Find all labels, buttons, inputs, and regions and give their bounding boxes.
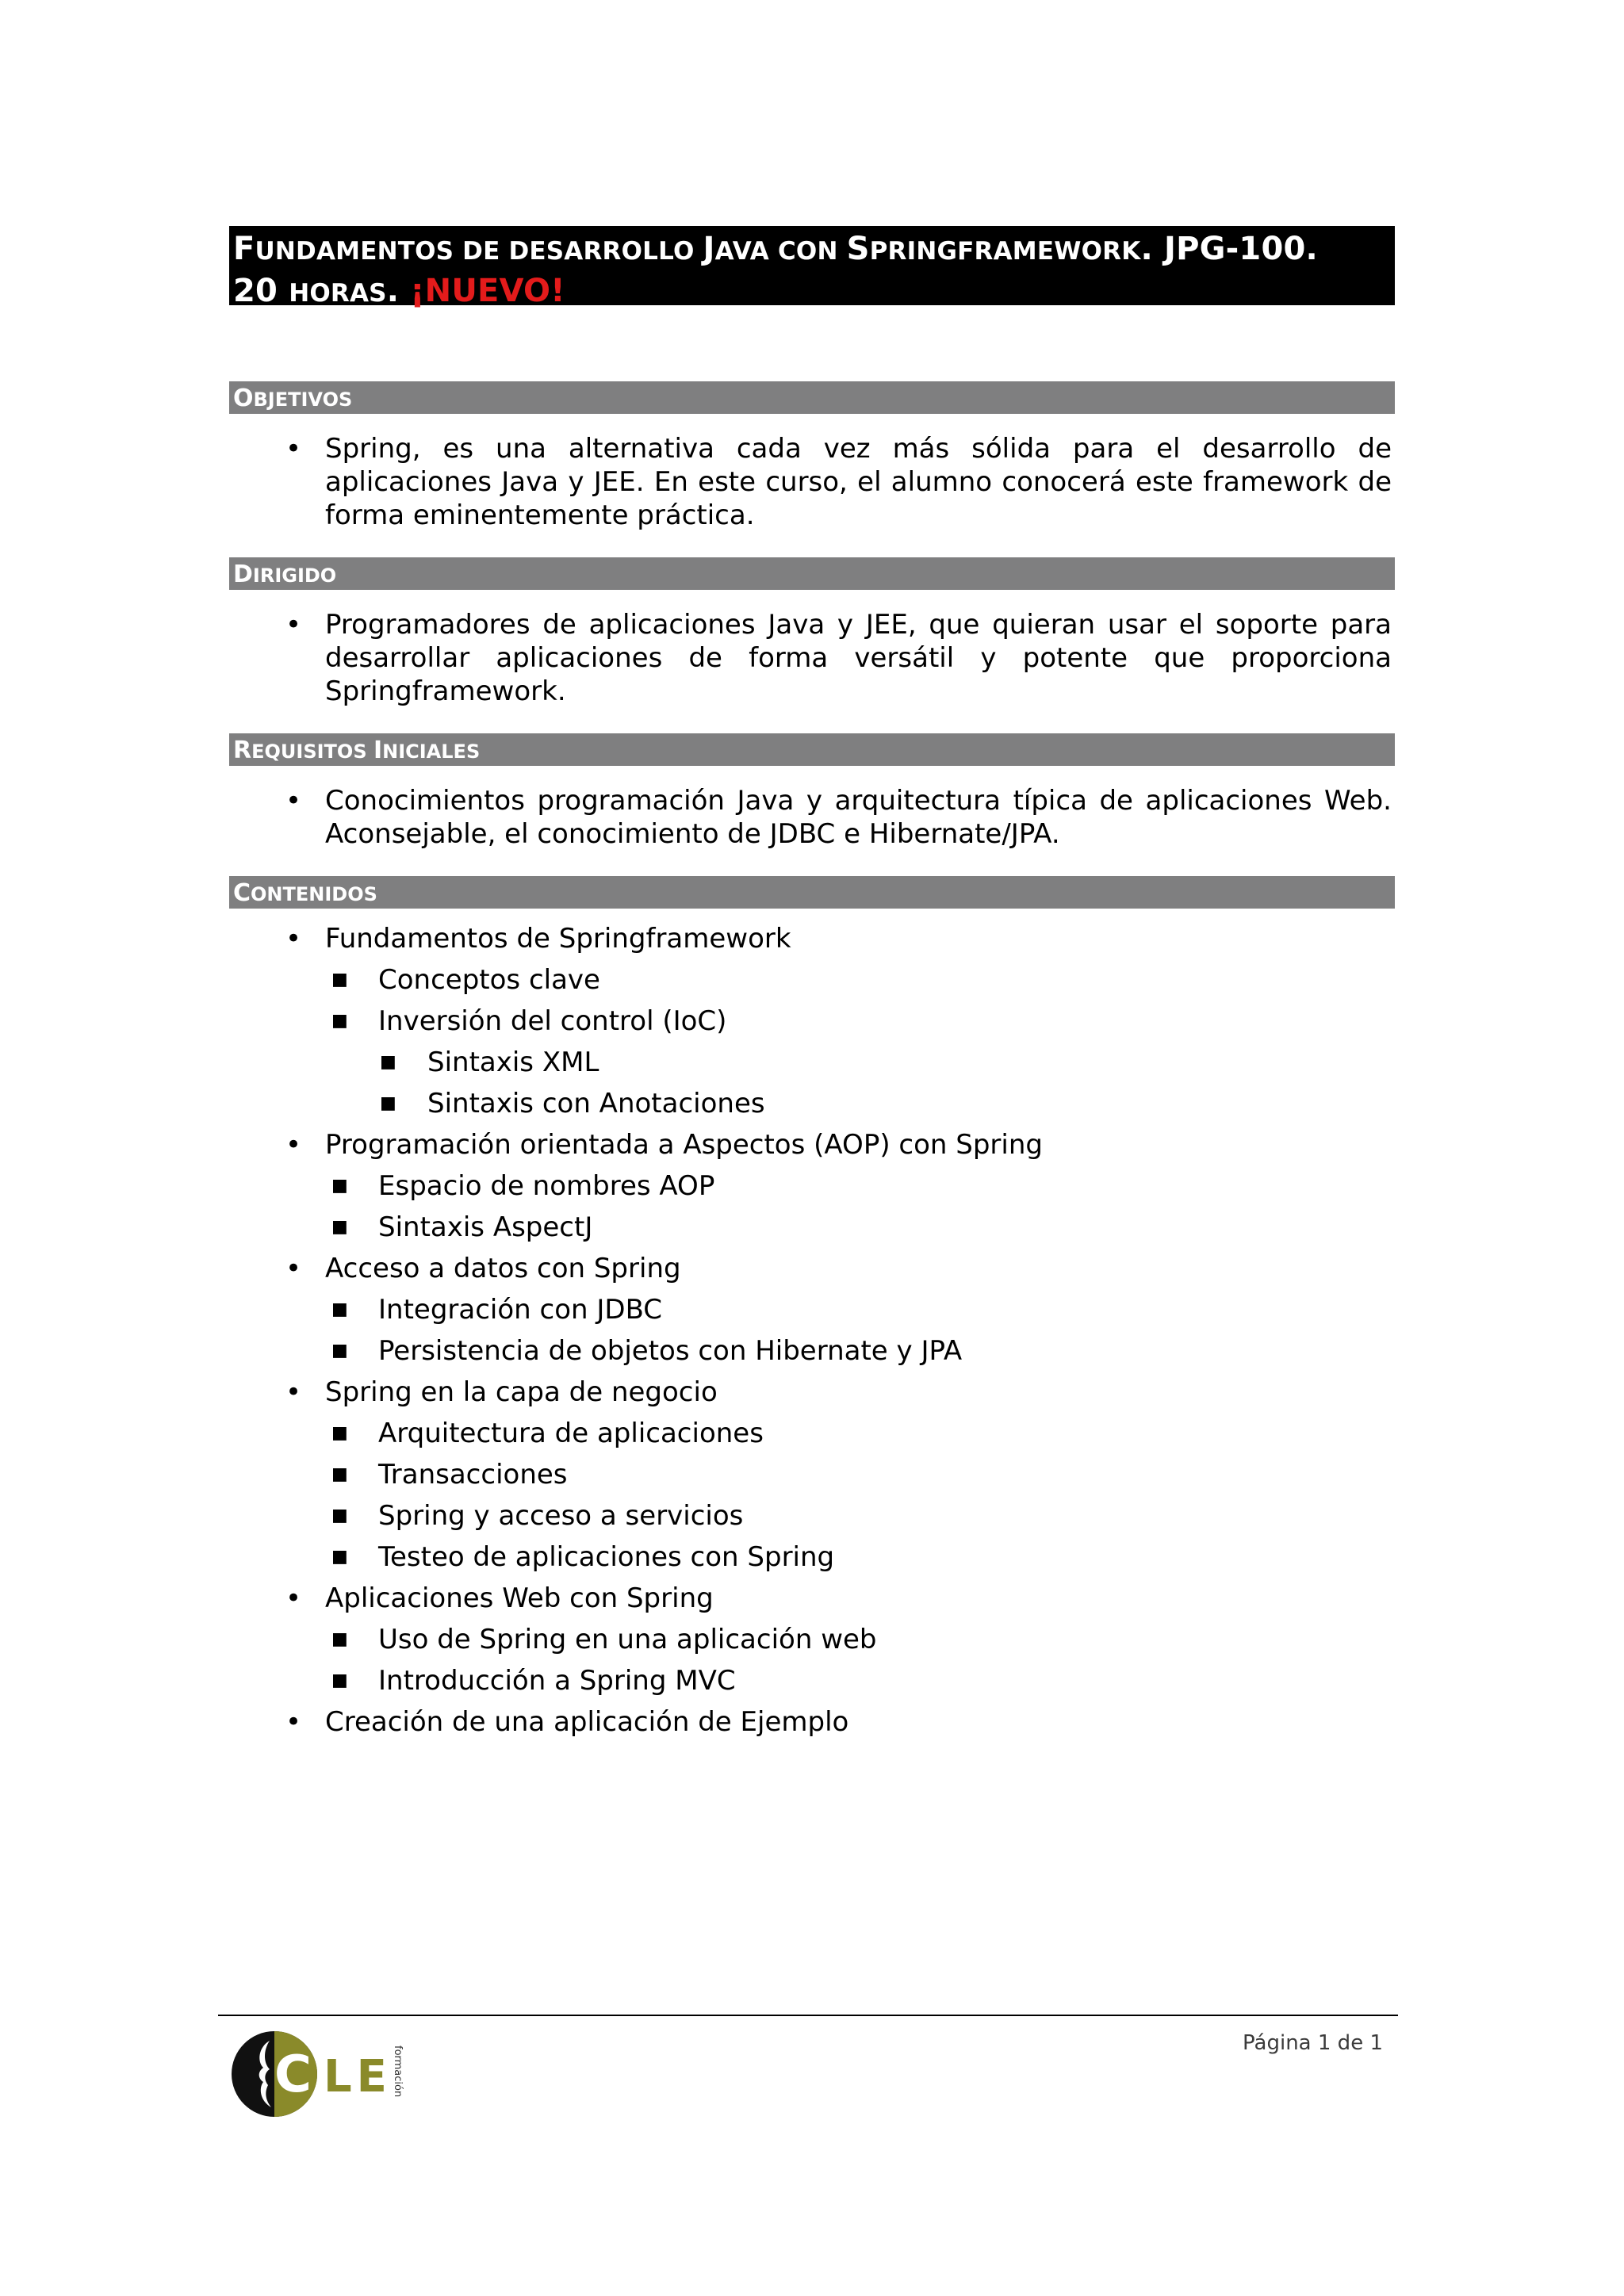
title-line-2: 20 HORAS. ¡NUEVO!: [233, 273, 565, 309]
square-bullet-icon: ■: [331, 1547, 348, 1567]
list-item: ■ Sintaxis AspectJ: [331, 1211, 593, 1243]
section-header-objetivos: OBJETIVOS: [229, 381, 1395, 414]
list-item: • Aplicaciones Web con Spring: [285, 1582, 714, 1614]
list-item: • Acceso a datos con Spring: [285, 1253, 681, 1284]
svg-text:C: C: [274, 2045, 312, 2104]
bullet-icon: •: [285, 785, 302, 817]
list-item: ■ Arquitectura de aplicaciones: [331, 1418, 764, 1449]
footer-divider: [218, 2015, 1398, 2016]
bullet-icon: •: [285, 1706, 302, 1738]
list-item: • Creación de una aplicación de Ejemplo: [285, 1706, 849, 1738]
bullet-icon: •: [285, 433, 302, 465]
svg-text:formación: formación: [392, 2045, 404, 2098]
square-bullet-icon: ■: [331, 1464, 348, 1484]
square-bullet-icon: ■: [331, 1629, 348, 1649]
new-badge: ¡NUEVO!: [410, 273, 565, 309]
bullet-icon: •: [285, 609, 302, 641]
list-item: • Spring en la capa de negocio: [285, 1376, 718, 1408]
objetivos-item: • Spring, es una alternativa cada vez más sólida para el desarrollo de aplicaciones Java y JEE. En este curso, el alumno conocerá este framework de forma eminentemente práctica.: [285, 433, 1392, 531]
square-bullet-icon: ■: [331, 970, 348, 989]
bullet-icon: •: [285, 1376, 302, 1408]
page-number: Página 1 de 1: [1243, 2031, 1383, 2055]
section-header-contenidos: CONTENIDOS: [229, 876, 1395, 909]
square-bullet-icon: ■: [331, 1670, 348, 1690]
list-item: ■ Introducción a Spring MVC: [331, 1665, 736, 1697]
list-item: ■ Integración con JDBC: [331, 1294, 663, 1326]
section-header-requisitos: REQUISITOS INICIALES: [229, 733, 1395, 766]
list-item: ■ Inversión del control (IoC): [331, 1005, 727, 1037]
cle-logo: [230, 2030, 420, 2118]
list-item: ■ Persistencia de objetos con Hibernate y JPA: [331, 1335, 963, 1367]
square-bullet-icon: ■: [331, 1506, 348, 1525]
list-item: ■ Sintaxis XML: [380, 1047, 599, 1078]
bullet-icon: •: [285, 1129, 302, 1161]
list-item: • Programación orientada a Aspectos (AOP) con Spring: [285, 1129, 1043, 1161]
list-item: ■ Transacciones: [331, 1459, 568, 1490]
bullet-icon: •: [285, 1582, 302, 1614]
square-bullet-icon: ■: [331, 1217, 348, 1237]
list-item: ■ Sintaxis con Anotaciones: [380, 1088, 765, 1119]
list-item: • Fundamentos de Springframework: [285, 923, 791, 955]
square-bullet-icon: ■: [380, 1093, 396, 1113]
list-item: ■ Conceptos clave: [331, 964, 600, 996]
dirigido-item: • Programadores de aplicaciones Java y JEE, que quieran usar el soporte para desarrollar aplicaciones de forma versátil y potente que proporciona Springframework.: [285, 609, 1392, 707]
logo-icon: [230, 2030, 420, 2118]
course-title: [229, 226, 1395, 309]
requisitos-item: • Conocimientos programación Java y arquitectura típica de aplicaciones Web. Aconsejable, el conocimiento de JDBC e Hibernate/JPA.: [285, 785, 1392, 850]
square-bullet-icon: ■: [380, 1052, 396, 1072]
list-item: ■ Spring y acceso a servicios: [331, 1500, 744, 1532]
svg-text:LE: LE: [324, 2051, 392, 2103]
section-header-dirigido: DIRIGIDO: [229, 557, 1395, 590]
square-bullet-icon: ■: [331, 1423, 348, 1443]
square-bullet-icon: ■: [331, 1299, 348, 1319]
square-bullet-icon: ■: [331, 1176, 348, 1196]
list-item: ■ Testeo de aplicaciones con Spring: [331, 1541, 835, 1573]
bullet-icon: •: [285, 1253, 302, 1284]
title-line-1: FUNDAMENTOS DE DESARROLLO JAVA CON SPRINGFRAMEWORK. JPG-100.: [233, 231, 1318, 267]
list-item: ■ Espacio de nombres AOP: [331, 1170, 715, 1202]
square-bullet-icon: ■: [331, 1011, 348, 1031]
list-item: ■ Uso de Spring en una aplicación web: [331, 1624, 877, 1655]
square-bullet-icon: ■: [331, 1341, 348, 1360]
bullet-icon: •: [285, 923, 302, 955]
